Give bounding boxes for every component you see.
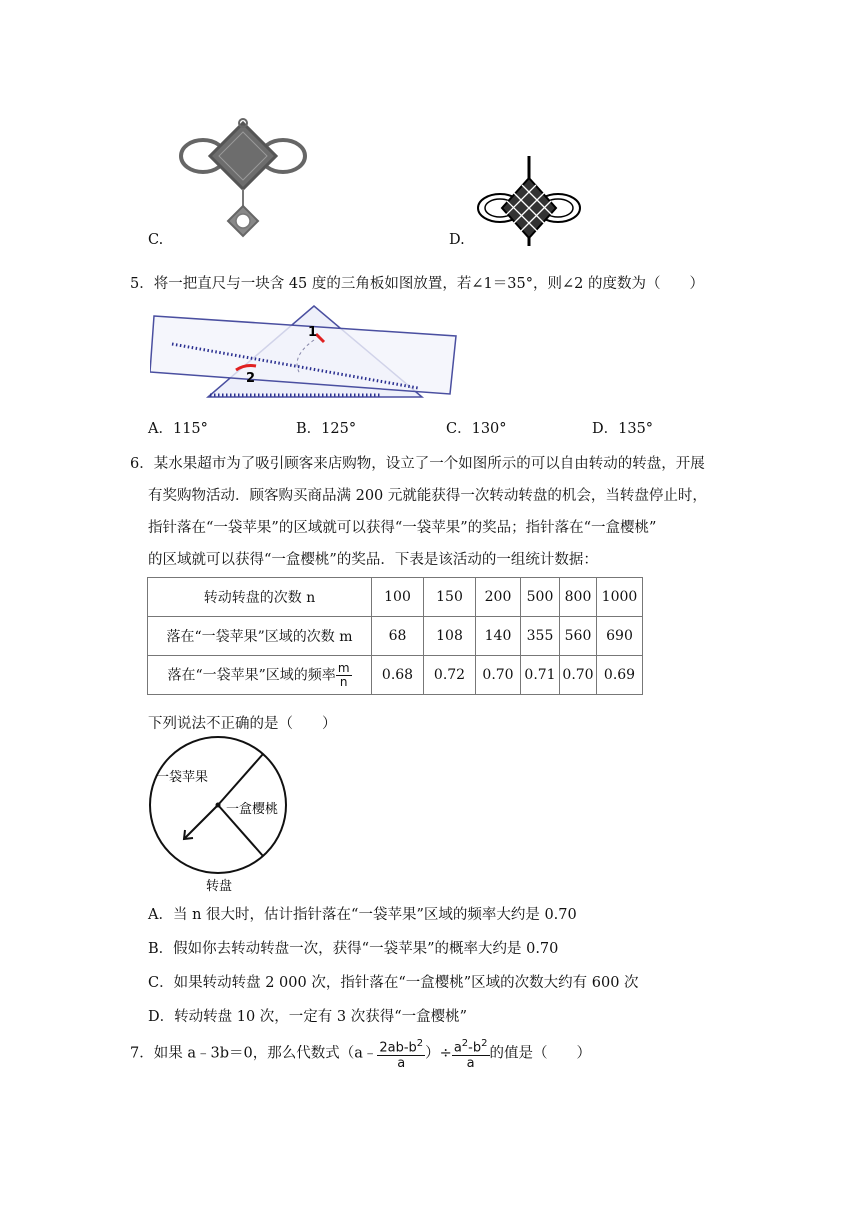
- question-6-stem-line-4: 的区域就可以获得“一盒樱桃”的奖品．下表是该活动的一组统计数据：: [148, 552, 598, 568]
- table-row: [148, 656, 643, 695]
- q5-option-a: A．115°: [148, 421, 208, 437]
- q7-fraction-1: [377, 1036, 425, 1071]
- exponent: 2: [461, 1038, 469, 1049]
- table-cell: 0.69: [597, 656, 643, 695]
- fraction-denominator: a: [397, 1056, 406, 1072]
- q7-fraction-2: [452, 1036, 490, 1071]
- fraction-numerator: [377, 1036, 425, 1056]
- statistics-table: [147, 577, 643, 695]
- fraction-numerator-text: a: [453, 1040, 462, 1056]
- table-cell: 800: [560, 578, 597, 617]
- fraction-numerator-text: -b: [468, 1040, 482, 1056]
- angle-1-label: 1: [308, 325, 318, 340]
- table-cell: 500: [521, 578, 560, 617]
- table-cell: 150: [424, 578, 476, 617]
- table-cell: 1000: [597, 578, 643, 617]
- fraction-numerator: [452, 1036, 490, 1056]
- question-6-stem-line-2: 有奖购物活动．顾客购买商品满 200 元就能获得一次转动转盘的机会，当转盘停止时，: [148, 488, 707, 504]
- table-cell: 560: [560, 617, 597, 656]
- table-cell: 0.68: [372, 656, 424, 695]
- cherry-region-label: 一盒樱桃: [226, 802, 279, 817]
- exponent: 2: [416, 1038, 424, 1049]
- table-row: [148, 578, 643, 617]
- m-over-n-fraction: [336, 662, 352, 689]
- apple-region-label: 一袋苹果: [156, 770, 209, 785]
- option-d-label: D.: [449, 232, 465, 248]
- option-c-label: C.: [148, 232, 164, 248]
- q5-option-c: C．130°: [446, 421, 507, 437]
- table-cell: 0.72: [424, 656, 476, 695]
- q7-middle: ）÷: [425, 1045, 452, 1062]
- fraction-denominator: a: [466, 1056, 475, 1072]
- fraction-denominator: n: [339, 674, 348, 689]
- question-6-stem-line-3: 指针落在“一袋苹果”的区域就可以获得“一袋苹果”的奖品；指针落在“一盒樱桃”: [148, 520, 657, 536]
- fraction-numerator-text: 2ab-b: [379, 1040, 417, 1056]
- fraction-numerator: m: [337, 660, 350, 675]
- exponent: 2: [481, 1038, 488, 1049]
- table-cell: 140: [476, 617, 521, 656]
- ruler-triangle-figure: [150, 302, 470, 406]
- table-cell: 355: [521, 617, 560, 656]
- table-cell: 108: [424, 617, 476, 656]
- table-cell: 0.70: [476, 656, 521, 695]
- spinner-caption: 转盘: [206, 879, 233, 894]
- row-label-m: 落在“一袋苹果”区域的次数 m: [148, 617, 372, 656]
- question-6-stem-line-1: 6．某水果超市为了吸引顾客来店购物，设立了一个如图所示的可以自由转动的转盘，开展: [130, 456, 705, 472]
- q5-option-d: D．135°: [592, 421, 654, 437]
- row-label-n: 转动转盘的次数 n: [148, 578, 372, 617]
- angle-2-label: 2: [246, 371, 256, 386]
- chinese-knot-gray-image: [178, 118, 308, 248]
- table-cell: 0.70: [560, 656, 597, 695]
- table-cell: 0.71: [521, 656, 560, 695]
- row-label-frequency: [148, 656, 372, 695]
- spinner-figure: [146, 735, 296, 895]
- q5-option-b: B．125°: [296, 421, 357, 437]
- q7-prefix: 7．如果 a﹣3b＝0，那么代数式（a﹣: [130, 1045, 378, 1062]
- question-7-stem: [130, 1036, 591, 1071]
- question-5-stem: 5．将一把直尺与一块含 45 度的三角板如图放置，若∠1＝35°，则∠2 的度数为（ ）: [130, 276, 704, 292]
- question-6-prompt: 下列说法不正确的是（ ）: [148, 716, 337, 732]
- frequency-label-text: 落在“一袋苹果”区域的频率: [167, 667, 336, 683]
- table-cell: 68: [372, 617, 424, 656]
- table-cell: 200: [476, 578, 521, 617]
- q6-option-b: B．假如你去转动转盘一次，获得“一袋苹果”的概率大约是 0.70: [148, 941, 559, 957]
- q6-option-c: C．如果转动转盘 2 000 次，指针落在“一盒樱桃”区域的次数大约有 600 次: [148, 975, 639, 991]
- chinese-knot-black-image: [474, 156, 584, 246]
- q6-option-d: D．转动转盘 10 次，一定有 3 次获得“一盒樱桃”: [148, 1009, 468, 1025]
- table-row: [148, 617, 643, 656]
- table-cell: 690: [597, 617, 643, 656]
- q6-option-a: A．当 n 很大时，估计指针落在“一袋苹果”区域的频率大约是 0.70: [148, 907, 577, 923]
- table-cell: 100: [372, 578, 424, 617]
- q7-suffix: 的值是（ ）: [489, 1045, 591, 1062]
